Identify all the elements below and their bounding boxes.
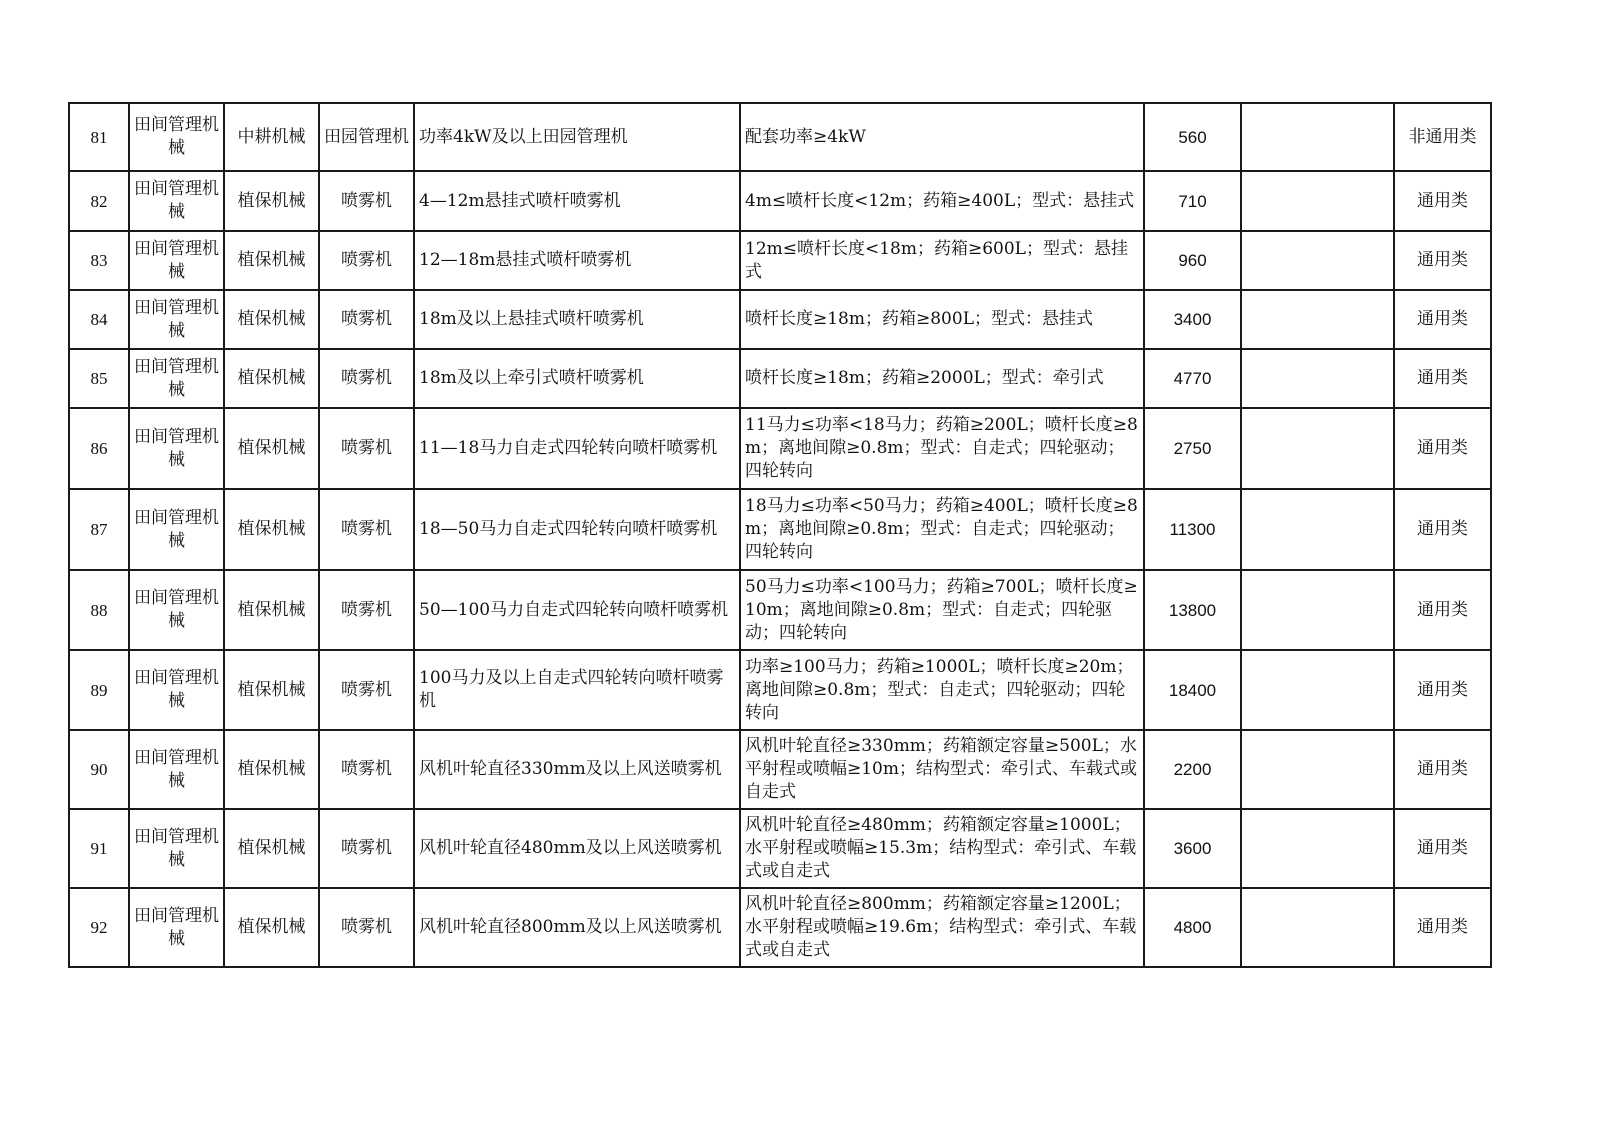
cell-grade: 风机叶轮直径480mm及以上风送喷雾机 — [414, 809, 740, 888]
cell-item: 喷雾机 — [319, 349, 414, 408]
cell-subcategory: 植保机械 — [224, 290, 319, 349]
cell-remark — [1241, 103, 1394, 171]
cell-type: 通用类 — [1394, 809, 1491, 888]
table-row — [69, 103, 1491, 171]
cell-amount: 11300 — [1144, 489, 1241, 570]
table-row — [69, 171, 1491, 231]
cell-grade: 50—100马力自走式四轮转向喷杆喷雾机 — [414, 570, 740, 650]
cell-subcategory: 植保机械 — [224, 650, 319, 730]
cell-item: 田园管理机 — [319, 103, 414, 171]
cell-no: 84 — [69, 290, 129, 349]
cell-grade: 功率4kW及以上田园管理机 — [414, 103, 740, 171]
cell-subcategory: 植保机械 — [224, 730, 319, 809]
table-row — [69, 570, 1491, 650]
cell-amount: 960 — [1144, 231, 1241, 290]
cell-amount: 13800 — [1144, 570, 1241, 650]
cell-category: 田间管理机械 — [129, 349, 224, 408]
cell-spec: 风机叶轮直径≥330mm；药箱额定容量≥500L；水平射程或喷幅≥10m；结构型式：牵引式、车载式或自走式 — [740, 730, 1144, 809]
cell-subcategory: 植保机械 — [224, 809, 319, 888]
table-row — [69, 290, 1491, 349]
cell-type: 通用类 — [1394, 489, 1491, 570]
cell-category: 田间管理机械 — [129, 730, 224, 809]
cell-type: 通用类 — [1394, 570, 1491, 650]
cell-item: 喷雾机 — [319, 888, 414, 967]
cell-spec: 喷杆长度≥18m；药箱≥2000L；型式：牵引式 — [740, 349, 1144, 408]
cell-item: 喷雾机 — [319, 290, 414, 349]
cell-spec: 50马力≤功率<100马力；药箱≥700L；喷杆长度≥10m；离地间隙≥0.8m；型式：自走式；四轮驱动；四轮转向 — [740, 570, 1144, 650]
cell-item: 喷雾机 — [319, 171, 414, 231]
cell-remark — [1241, 809, 1394, 888]
cell-remark — [1241, 408, 1394, 489]
cell-grade: 4—12m悬挂式喷杆喷雾机 — [414, 171, 740, 231]
cell-grade: 100马力及以上自走式四轮转向喷杆喷雾机 — [414, 650, 740, 730]
cell-type: 通用类 — [1394, 888, 1491, 967]
cell-subcategory: 中耕机械 — [224, 103, 319, 171]
cell-remark — [1241, 730, 1394, 809]
table-row — [69, 349, 1491, 408]
cell-category: 田间管理机械 — [129, 290, 224, 349]
cell-amount: 3600 — [1144, 809, 1241, 888]
cell-category: 田间管理机械 — [129, 888, 224, 967]
cell-grade: 18—50马力自走式四轮转向喷杆喷雾机 — [414, 489, 740, 570]
cell-grade: 风机叶轮直径330mm及以上风送喷雾机 — [414, 730, 740, 809]
cell-category: 田间管理机械 — [129, 171, 224, 231]
cell-amount: 2200 — [1144, 730, 1241, 809]
cell-subcategory: 植保机械 — [224, 570, 319, 650]
cell-remark — [1241, 171, 1394, 231]
cell-spec: 配套功率≥4kW — [740, 103, 1144, 171]
cell-subcategory: 植保机械 — [224, 888, 319, 967]
table-row — [69, 809, 1491, 888]
cell-type: 通用类 — [1394, 290, 1491, 349]
cell-no: 86 — [69, 408, 129, 489]
cell-type: 非通用类 — [1394, 103, 1491, 171]
cell-item: 喷雾机 — [319, 809, 414, 888]
cell-remark — [1241, 349, 1394, 408]
cell-remark — [1241, 290, 1394, 349]
cell-spec: 18马力≤功率<50马力；药箱≥400L；喷杆长度≥8m；离地间隙≥0.8m；型式：自走式；四轮驱动；四轮转向 — [740, 489, 1144, 570]
table-body — [69, 103, 1491, 967]
cell-type: 通用类 — [1394, 171, 1491, 231]
cell-no: 81 — [69, 103, 129, 171]
cell-grade: 风机叶轮直径800mm及以上风送喷雾机 — [414, 888, 740, 967]
subsidy-table — [68, 102, 1492, 968]
cell-category: 田间管理机械 — [129, 231, 224, 290]
table-row — [69, 650, 1491, 730]
cell-item: 喷雾机 — [319, 408, 414, 489]
cell-item: 喷雾机 — [319, 650, 414, 730]
cell-spec: 11马力≤功率<18马力；药箱≥200L；喷杆长度≥8m；离地间隙≥0.8m；型式：自走式；四轮驱动；四轮转向 — [740, 408, 1144, 489]
cell-category: 田间管理机械 — [129, 408, 224, 489]
cell-category: 田间管理机械 — [129, 103, 224, 171]
cell-no: 85 — [69, 349, 129, 408]
cell-type: 通用类 — [1394, 349, 1491, 408]
table-row — [69, 489, 1491, 570]
cell-no: 91 — [69, 809, 129, 888]
cell-subcategory: 植保机械 — [224, 408, 319, 489]
cell-subcategory: 植保机械 — [224, 349, 319, 408]
cell-amount: 4800 — [1144, 888, 1241, 967]
cell-amount: 560 — [1144, 103, 1241, 171]
cell-item: 喷雾机 — [319, 231, 414, 290]
cell-amount: 3400 — [1144, 290, 1241, 349]
cell-no: 82 — [69, 171, 129, 231]
table-row — [69, 231, 1491, 290]
cell-remark — [1241, 888, 1394, 967]
cell-type: 通用类 — [1394, 231, 1491, 290]
cell-subcategory: 植保机械 — [224, 231, 319, 290]
cell-remark — [1241, 570, 1394, 650]
cell-spec: 功率≥100马力；药箱≥1000L；喷杆长度≥20m；离地间隙≥0.8m；型式：自走式；四轮驱动；四轮转向 — [740, 650, 1144, 730]
cell-type: 通用类 — [1394, 650, 1491, 730]
cell-category: 田间管理机械 — [129, 650, 224, 730]
cell-spec: 4m≤喷杆长度<12m；药箱≥400L；型式：悬挂式 — [740, 171, 1144, 231]
cell-no: 89 — [69, 650, 129, 730]
cell-type: 通用类 — [1394, 730, 1491, 809]
cell-amount: 710 — [1144, 171, 1241, 231]
cell-no: 90 — [69, 730, 129, 809]
cell-spec: 12m≤喷杆长度<18m；药箱≥600L；型式：悬挂式 — [740, 231, 1144, 290]
cell-category: 田间管理机械 — [129, 489, 224, 570]
cell-amount: 18400 — [1144, 650, 1241, 730]
table-row — [69, 408, 1491, 489]
cell-subcategory: 植保机械 — [224, 171, 319, 231]
cell-grade: 12—18m悬挂式喷杆喷雾机 — [414, 231, 740, 290]
cell-grade: 18m及以上牵引式喷杆喷雾机 — [414, 349, 740, 408]
cell-grade: 11—18马力自走式四轮转向喷杆喷雾机 — [414, 408, 740, 489]
cell-remark — [1241, 650, 1394, 730]
cell-remark — [1241, 231, 1394, 290]
cell-grade: 18m及以上悬挂式喷杆喷雾机 — [414, 290, 740, 349]
cell-amount: 4770 — [1144, 349, 1241, 408]
cell-category: 田间管理机械 — [129, 570, 224, 650]
subsidy-table-container — [68, 102, 1490, 968]
cell-item: 喷雾机 — [319, 489, 414, 570]
table-row — [69, 730, 1491, 809]
cell-no: 88 — [69, 570, 129, 650]
cell-no: 83 — [69, 231, 129, 290]
cell-category: 田间管理机械 — [129, 809, 224, 888]
cell-item: 喷雾机 — [319, 570, 414, 650]
cell-item: 喷雾机 — [319, 730, 414, 809]
cell-type: 通用类 — [1394, 408, 1491, 489]
cell-spec: 喷杆长度≥18m；药箱≥800L；型式：悬挂式 — [740, 290, 1144, 349]
cell-remark — [1241, 489, 1394, 570]
cell-spec: 风机叶轮直径≥800mm；药箱额定容量≥1200L；水平射程或喷幅≥19.6m；结构型式：牵引式、车载式或自走式 — [740, 888, 1144, 967]
cell-amount: 2750 — [1144, 408, 1241, 489]
table-row — [69, 888, 1491, 967]
cell-subcategory: 植保机械 — [224, 489, 319, 570]
cell-no: 87 — [69, 489, 129, 570]
cell-no: 92 — [69, 888, 129, 967]
cell-spec: 风机叶轮直径≥480mm；药箱额定容量≥1000L；水平射程或喷幅≥15.3m；结构型式：牵引式、车载式或自走式 — [740, 809, 1144, 888]
